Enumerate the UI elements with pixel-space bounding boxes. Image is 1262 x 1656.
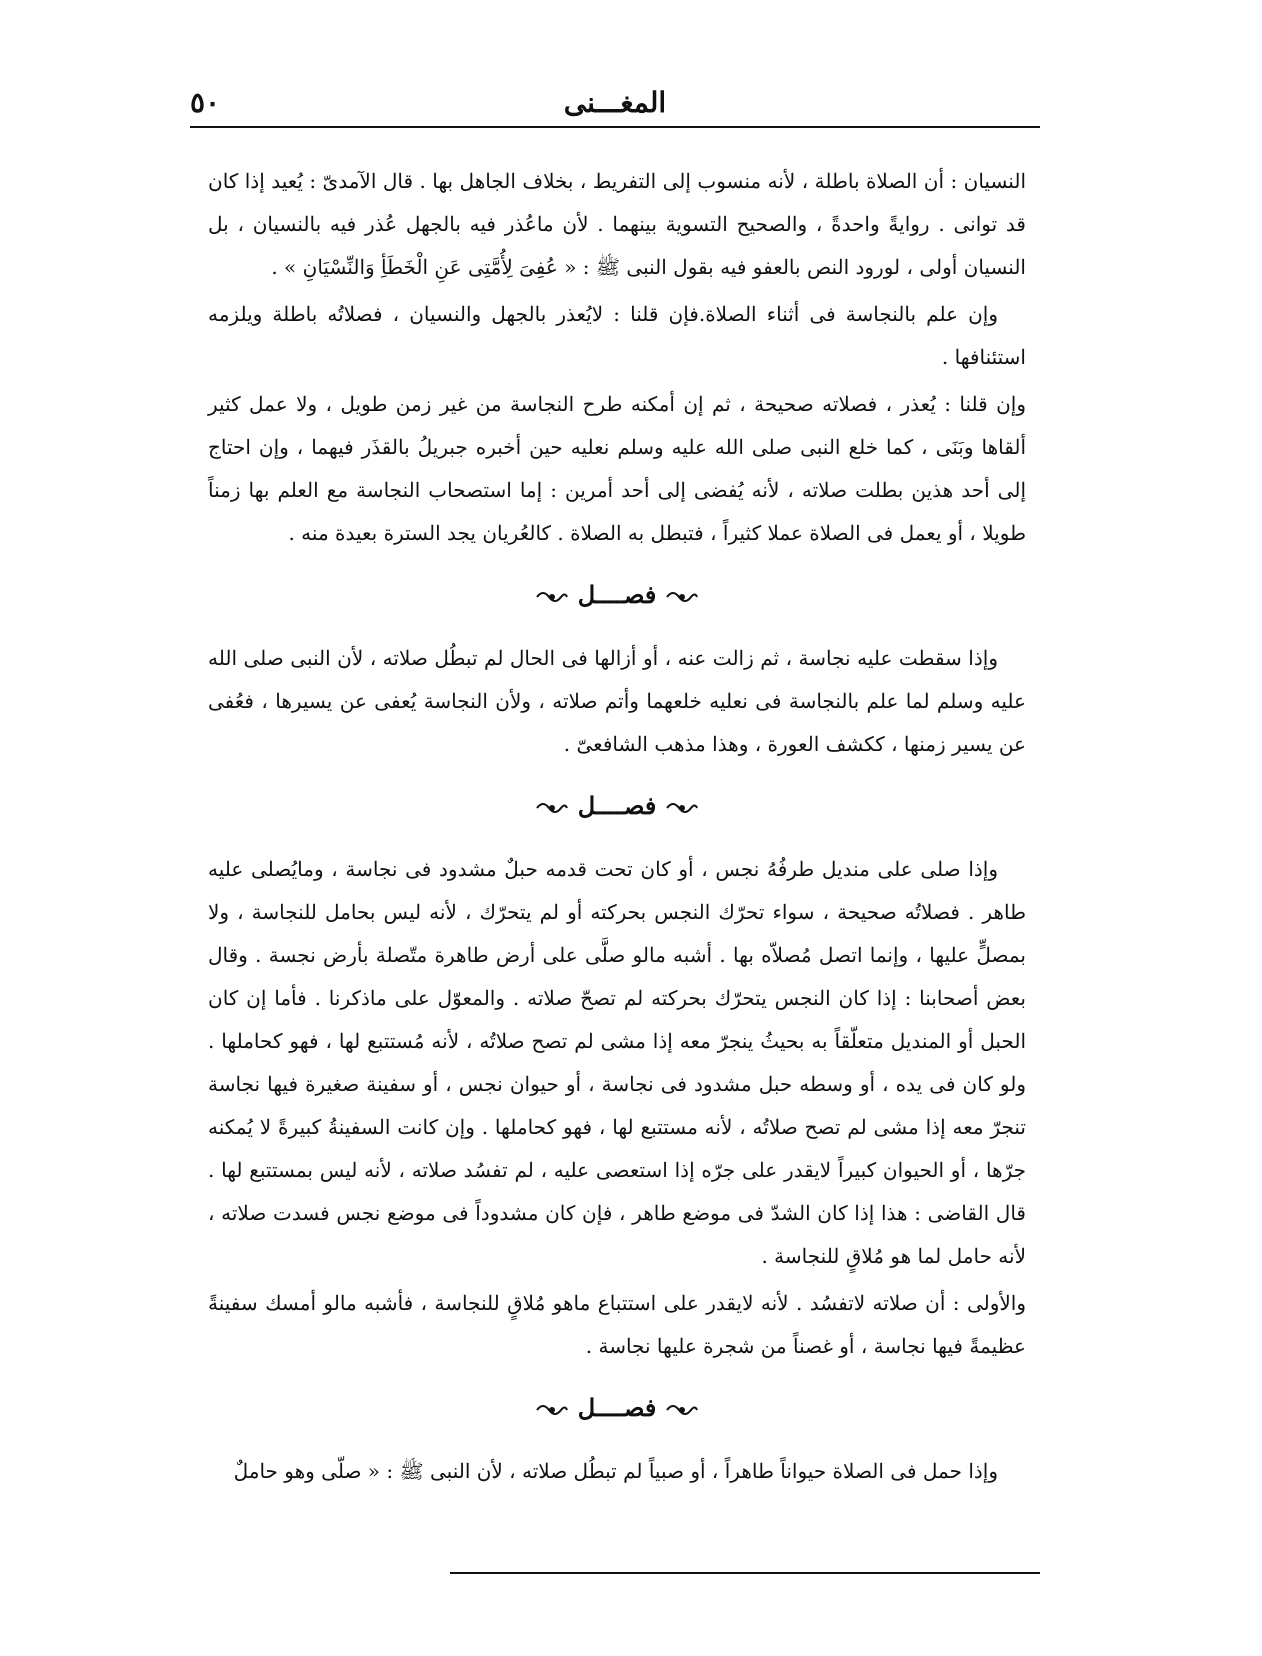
page-body — [208, 160, 1026, 1497]
paragraph: النسيان : أن الصلاة باطلة ، لأنه منسوب إلى التفريط ، بخلاف الجاهل بها . قال الآمدىّ : يُعيد إذا كان قد توانى . روايةً واحدةً ، والصحيح التسوية بينهما . لأن ماعُذر فيه بالجهل عُذر فيه بالنسيان ، بل النسيان أولى ، لورود النص بالعفو فيه بقول النبى ﷺ : « عُفِىَ لِأُمَّتِى عَنِ الْخَطَأِ وَالنِّسْيَانِ » . — [208, 169, 1026, 279]
page-header — [190, 86, 1040, 126]
section-heading-label: فصــــل — [577, 791, 657, 820]
section-heading — [208, 1388, 1026, 1428]
book-title: المغـــنى — [563, 86, 667, 119]
section-heading-label: فصــــل — [577, 580, 657, 609]
section-heading-label: فصــــل — [577, 1393, 657, 1422]
ornament-icon — [535, 798, 569, 818]
section-heading — [208, 575, 1026, 615]
footnote-rule — [450, 1572, 1040, 1574]
ornament-icon — [665, 587, 699, 607]
paragraph: وإن قلنا : يُعذر ، فصلاته صحيحة ، ثم إن أمكنه طرح النجاسة من غير زمن طويل ، ولا عمل كثير ألقاها وبَنَى ، كما خلع النبى صلى الله عليه وسلم نعليه حين أخبره جبريلُ بالقذَر فيهما ، وإن احتاج إلى أحد هذين بطلت صلاته ، لأنه يُفضى إلى أحد أمرين : إما استصحاب النجاسة مع العلم بها زمناً طويلا ، أو يعمل فى الصلاة عملا كثيراً ، فتبطل به الصلاة . كالعُريان يجد السترة بعيدة منه . — [208, 392, 1027, 545]
paragraph: وإذا حمل فى الصلاة حيواناً طاهراً ، أو صبياً لم تبطُل صلاته ، لأن النبى ﷺ : « صلّى وهو حاملٌ — [233, 1459, 998, 1483]
paragraph: وإذا صلى على منديل طرفُهُ نجس ، أو كان تحت قدمه حبلٌ مشدود فى نجاسة ، ومايُصلى عليه طاهر . فصلاتُه صحيحة ، سواء تحرّك النجس بحركته أو لم يتحرّك ، لأنه ليس بحامل للنجاسة ، ولا بمصلٍّ عليها ، وإنما اتصل مُصلاّه بها . أشبه مالو صلَّى على أرض طاهرة متّصلة بأرض نجسة . وقال بعض أصحابنا : إذا كان النجس يتحرّك بحركته لم تصحّ صلاته . والمعوّل على ماذكرنا . فأما إن كان الحبل أو المنديل متعلّقاً به بحيثُ ينجرّ معه إذا مشى لم تصح صلاتُه ، لأنه مُستتبع لها ، فهو كحاملها . ولو كان فى يده ، أو وسطه حبل مشدود فى نجاسة ، أو حيوان نجس ، أو سفينة صغيرة فيها نجاسة تنجرّ معه إذا مشى لم تصح صلاتُه ، لأنه مستتبع لها ، فهو كحاملها . وإن كانت السفينةُ كبيرةً لا يُمكنه جرّها ، أو الحيوان كبيراً لايقدر على جرّه إذا استعصى عليه ، لم تفسُد صلاته ، لأنه ليس بمستتبع لها . قال القاضى : هذا إذا كان الشدّ فى موضع طاهر ، فإن كان مشدوداً فى موضع نجس فسدت صلاته ، لأنه حامل لما هو مُلاقٍ للنجاسة . — [208, 857, 1027, 1268]
ornament-icon — [535, 1400, 569, 1420]
ornament-icon — [665, 1400, 699, 1420]
paragraph: والأولى : أن صلاته لاتفسُد . لأنه لايقدر على استتباع ماهو مُلاقٍ للنجاسة ، فأشبه مالو أمسك سفينةً عظيمةً فيها نجاسة ، أو غصناً من شجرة عليها نجاسة . — [208, 1291, 1026, 1358]
paragraph: وإذا سقطت عليه نجاسة ، ثم زالت عنه ، أو أزالها فى الحال لم تبطُل صلاته ، لأن النبى صلى الله عليه وسلم لما علم بالنجاسة فى نعليه خلعهما وأتم صلاته ، ولأن النجاسة يُعفى عن يسيرها ، فعُفى عن يسير زمنها ، ككشف العورة ، وهذا مذهب الشافعىّ . — [208, 646, 1026, 756]
section-heading — [208, 786, 1026, 826]
ornament-icon — [535, 587, 569, 607]
paragraph: وإن علم بالنجاسة فى أثناء الصلاة.فإن قلنا : لايُعذر بالجهل والنسيان ، فصلاتُه باطلة ويلزمه استئنافها . — [208, 302, 1026, 369]
header-rule — [190, 126, 1040, 128]
page-number: ٥٠ — [190, 86, 221, 119]
ornament-icon — [665, 798, 699, 818]
